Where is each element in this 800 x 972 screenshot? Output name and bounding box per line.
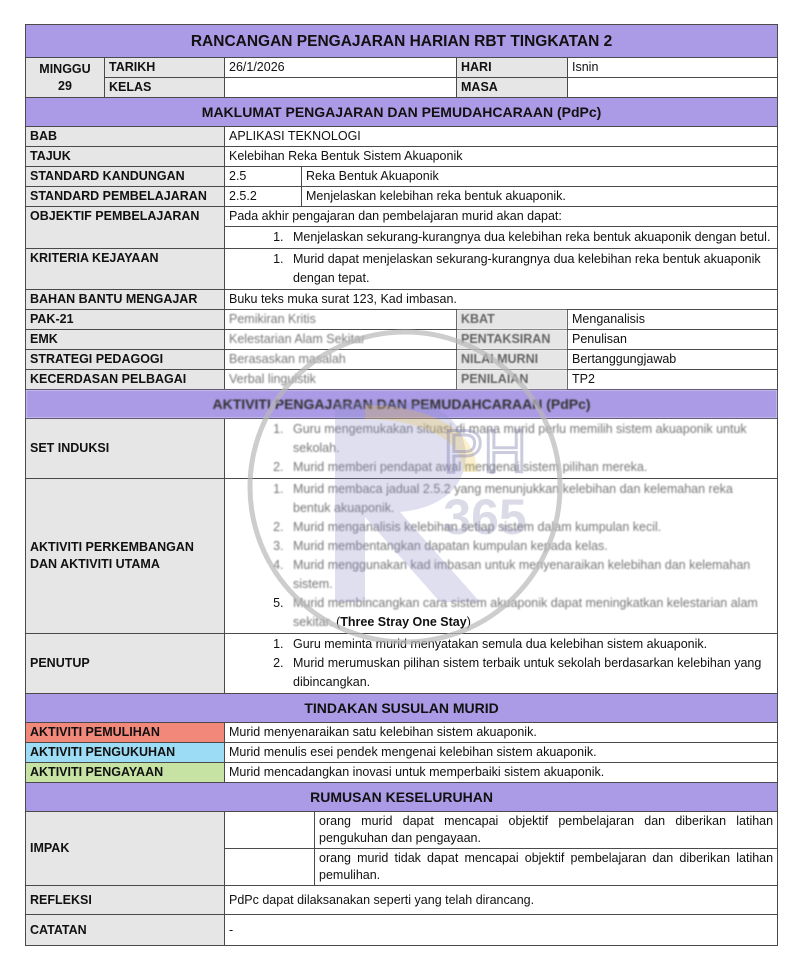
standard-kandungan-label: STANDARD KANDUNGAN (26, 167, 225, 187)
watermark-ph-text: PH (443, 418, 527, 485)
utama-list (229, 480, 773, 632)
section-heading-susulan: TINDAKAN SUSULAN MURID (26, 694, 778, 723)
induksi-item: 1. Guru mengemukakan situasi di mana murid perlu memilih sistem akuaponik untuk sekolah. (287, 420, 773, 458)
penutup-item: 2. Murid merumuskan pilihan sistem terbaik untuk sekolah berdasarkan kelebihan yang dibincangkan. (287, 654, 773, 692)
hari-value[interactable]: Isnin (568, 58, 778, 78)
impak-label: IMPAK (26, 812, 225, 886)
section-heading-rumusan: RUMUSAN KESELURUHAN (26, 783, 778, 812)
utama-item: 4. Murid menggunakan kad imbasan untuk menyenaraikan kelebihan dan kelemahan sistem. (287, 556, 773, 594)
kecerdasan-value[interactable]: Verbal linguistik (225, 370, 457, 390)
bbm-value[interactable]: Buku teks muka surat 123, Kad imbasan. (225, 290, 778, 310)
penutup-list (229, 635, 773, 692)
nilai-murni-value[interactable]: Bertanggungjawab (568, 350, 778, 370)
penutup-item: 1. Guru meminta murid menyatakan semula dua kelebihan sistem akuaponik. (287, 635, 773, 654)
minggu-value: 29 (58, 78, 72, 93)
nilai-murni-label: NILAI MURNI (457, 350, 568, 370)
catatan-value[interactable]: - (225, 915, 778, 946)
minggu-label: MINGGU (39, 61, 91, 76)
minggu-cell (26, 58, 105, 98)
objektif-item: 1. Menjelaskan sekurang-kurangnya dua kelebihan reka bentuk akuaponik dengan betul. (287, 228, 773, 247)
penilaian-value[interactable]: TP2 (568, 370, 778, 390)
objektif-label: OBJEKTIF PEMBELAJARAN (26, 207, 225, 249)
refleksi-label: REFLEKSI (26, 886, 225, 915)
utama-item: 2. Murid menganalisis kelebihan setiap sistem dalam kumpulan kecil. (287, 518, 773, 537)
masa-label: MASA (457, 78, 568, 98)
strategi-value[interactable]: Berasaskan masalah (225, 350, 457, 370)
penilaian-label: PENILAIAN (457, 370, 568, 390)
tarikh-value[interactable]: 26/1/2026 (225, 58, 457, 78)
pengayaan-value[interactable]: Murid mencadangkan inovasi untuk memperbaiki sistem akuaponik. (225, 763, 778, 783)
pengayaan-label: AKTIVITI PENGAYAAN (26, 763, 225, 783)
bab-label: BAB (26, 127, 225, 147)
masa-value[interactable] (568, 78, 778, 98)
induksi-label: SET INDUKSI (26, 419, 225, 479)
tajuk-label: TAJUK (26, 147, 225, 167)
impak-text-1: orang murid dapat mencapai objektif pembelajaran dan diberikan latihan pengukuhan dan pengayaan. (315, 812, 778, 849)
hari-label: HARI (457, 58, 568, 78)
emk-value[interactable]: Kelestarian Alam Sekitar (225, 330, 457, 350)
impak-count-2[interactable] (225, 849, 315, 886)
induksi-list (229, 420, 773, 477)
watermark-365-text: 365 (443, 489, 527, 545)
pemulihan-value[interactable]: Murid menyenaraikan satu kelebihan sistem akuaponik. (225, 723, 778, 743)
catatan-label: CATATAN (26, 915, 225, 946)
penutup-list-cell[interactable] (225, 634, 778, 694)
objektif-list (229, 228, 773, 247)
pak21-label: PAK-21 (26, 310, 225, 330)
utama-item: 1. Murid membaca jadual 2.5.2 yang menunjukkan kelebihan dan kelemahan reka bentuk akuaponik. (287, 480, 773, 518)
impak-count-1[interactable] (225, 812, 315, 849)
standard-kandungan-text[interactable]: Reka Bentuk Akuaponik (302, 167, 778, 187)
section-heading-maklumat: MAKLUMAT PENGAJARAN DAN PEMUDAHCARAAN (PdPc) (26, 98, 778, 127)
kriteria-list-cell[interactable] (225, 249, 778, 290)
section-heading-aktiviti: AKTIVITI PENGAJARAN DAN PEMUDAHCARAAN (PdPc) (26, 390, 778, 419)
emk-label: EMK (26, 330, 225, 350)
pengukuhan-value[interactable]: Murid menulis esei pendek mengenai kelebihan sistem akuaponik. (225, 743, 778, 763)
strategi-label: STRATEGI PEDAGOGI (26, 350, 225, 370)
utama-item-strategy: Three Stray One Stay (340, 615, 467, 629)
bbm-label: BAHAN BANTU MENGAJAR (26, 290, 225, 310)
induksi-list-cell[interactable] (225, 419, 778, 479)
pak21-value[interactable]: Pemikiran Kritis (225, 310, 457, 330)
objektif-intro[interactable]: Pada akhir pengajaran dan pembelajaran murid akan dapat: (225, 207, 778, 227)
utama-item: 5. Murid membincangkan cara sistem akuaponik dapat meningkatkan kelestarian alam sekitar. (Three Stray One Stay) (287, 594, 773, 632)
kelas-label: KELAS (105, 78, 225, 98)
utama-list-cell[interactable] (225, 479, 778, 634)
kbat-value[interactable]: Menganalisis (568, 310, 778, 330)
objektif-list-cell[interactable] (225, 227, 778, 249)
utama-label: AKTIVITI PERKEMBANGAN DAN AKTIVITI UTAMA (26, 479, 225, 634)
utama-item: 3. Murid membentangkan dapatan kumpulan kepada kelas. (287, 537, 773, 556)
induksi-item: 2. Murid memberi pendapat awal mengenai sistem pilihan mereka. (287, 458, 773, 477)
tajuk-value[interactable]: Kelebihan Reka Bentuk Sistem Akuaponik (225, 147, 778, 167)
kelas-value[interactable] (225, 78, 457, 98)
kecerdasan-label: KECERDASAN PELBAGAI (26, 370, 225, 390)
page-title: RANCANGAN PENGAJARAN HARIAN RBT TINGKATAN 2 (26, 25, 778, 58)
kbat-label: KBAT (457, 310, 568, 330)
pentaksiran-value[interactable]: Penulisan (568, 330, 778, 350)
impak-text-2: orang murid tidak dapat mencapai objektif pembelajaran dan diberikan latihan pemulihan. (315, 849, 778, 886)
penutup-label: PENUTUP (26, 634, 225, 694)
lesson-plan-table (25, 24, 778, 946)
refleksi-value[interactable]: PdPc dapat dilaksanakan seperti yang telah dirancang. (225, 886, 778, 915)
standard-pembelajaran-label: STANDARD PEMBELAJARAN (26, 187, 225, 207)
standard-pembelajaran-text[interactable]: Menjelaskan kelebihan reka bentuk akuaponik. (302, 187, 778, 207)
kriteria-item: 1. Murid dapat menjelaskan sekurang-kurangnya dua kelebihan reka bentuk akuaponik dengan tepat. (287, 250, 773, 288)
kriteria-label: KRITERIA KEJAYAAN (26, 249, 225, 290)
pemulihan-label: AKTIVITI PEMULIHAN (26, 723, 225, 743)
kriteria-list (229, 250, 773, 288)
utama-item-text: Murid membincangkan cara sistem akuaponik dapat meningkatkan kelestarian alam sekitar. (293, 596, 758, 629)
pentaksiran-label: PENTAKSIRAN (457, 330, 568, 350)
standard-kandungan-code[interactable]: 2.5 (225, 167, 302, 187)
tarikh-label: TARIKH (105, 58, 225, 78)
lesson-plan-sheet (25, 24, 777, 946)
standard-pembelajaran-code[interactable]: 2.5.2 (225, 187, 302, 207)
bab-value[interactable]: APLIKASI TEKNOLOGI (225, 127, 778, 147)
pengukuhan-label: AKTIVITI PENGUKUHAN (26, 743, 225, 763)
